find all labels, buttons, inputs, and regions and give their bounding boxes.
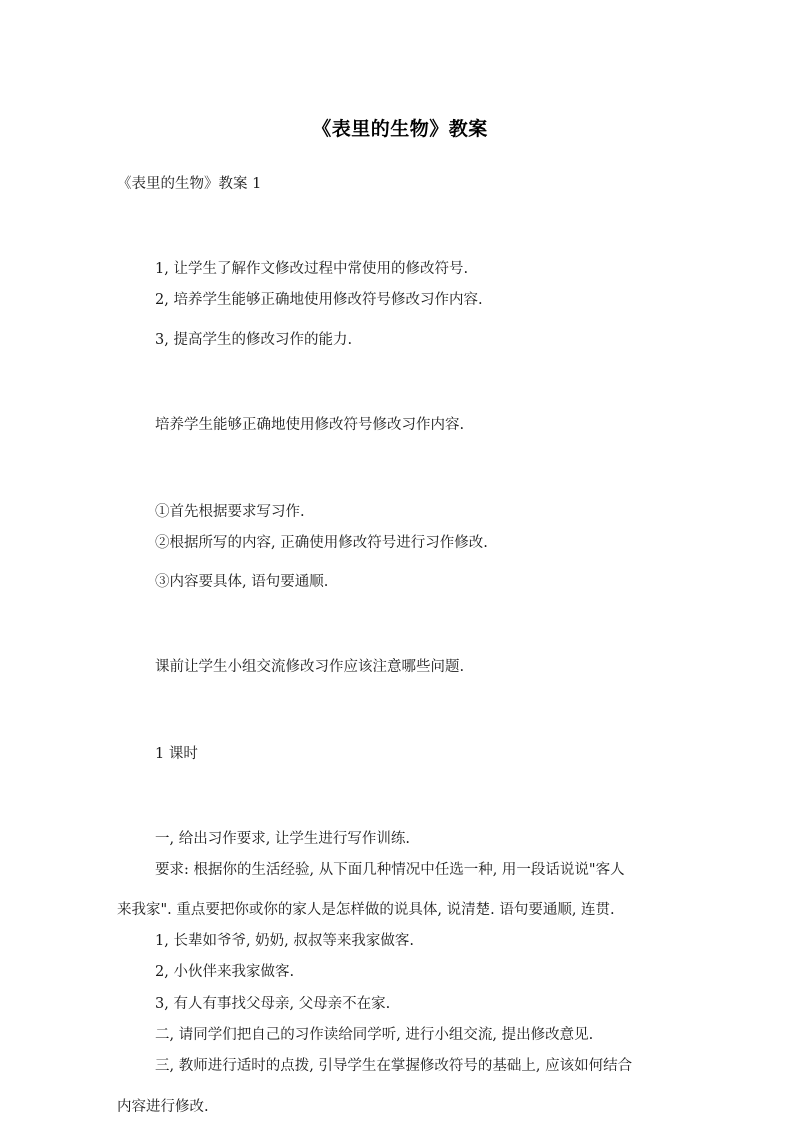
document-title: 《表里的生物》教案 (312, 118, 488, 140)
objective-item: 2, 培养学生能够正确地使用修改符号修改习作内容. (155, 292, 483, 308)
document-subtitle: 《表里的生物》教案 1 (117, 176, 262, 192)
process-step-3: 三, 教师进行适时的点拨, 引导学生在掌握修改符号的基础上, 应该如何结合 (155, 1058, 633, 1074)
requirement-line: 来我家". 重点要把你或你的家人是怎样做的说具体, 说清楚. 语句要通顺, 连贯. (117, 902, 615, 918)
process-step-3-cont: 内容进行修改. (117, 1099, 209, 1115)
option-item: 2, 小伙伴来我家做客. (155, 964, 295, 980)
key-point: 培养学生能够正确地使用修改符号修改习作内容. (155, 417, 465, 433)
option-item: 3, 有人有事找父母亲, 父母亲不在家. (155, 996, 391, 1012)
objective-item: 1, 让学生了解作文修改过程中常使用的修改符号. (155, 261, 469, 277)
process-step-2: 二, 请同学们把自己的习作读给同学听, 进行小组交流, 提出修改意见. (155, 1027, 594, 1043)
option-item: 1, 长辈如爷爷, 奶奶, 叔叔等来我家做客. (155, 933, 414, 949)
difficulty-item: ③内容要具体, 语句要通顺. (155, 574, 329, 590)
objective-item: 3, 提高学生的修改习作的能力. (155, 332, 353, 348)
duration-text: 1 课时 (155, 746, 198, 762)
difficulty-item: ①首先根据要求写习作. (155, 504, 305, 520)
process-step-1: 一, 给出习作要求, 让学生进行写作训练. (155, 831, 411, 847)
requirement-line: 要求: 根据你的生活经验, 从下面几种情况中任选一种, 用一段话说说"客人 (155, 862, 625, 878)
difficulty-item: ②根据所写的内容, 正确使用修改符号进行习作修改. (155, 535, 488, 551)
preparation-text: 课前让学生小组交流修改习作应该注意哪些问题. (155, 659, 465, 675)
